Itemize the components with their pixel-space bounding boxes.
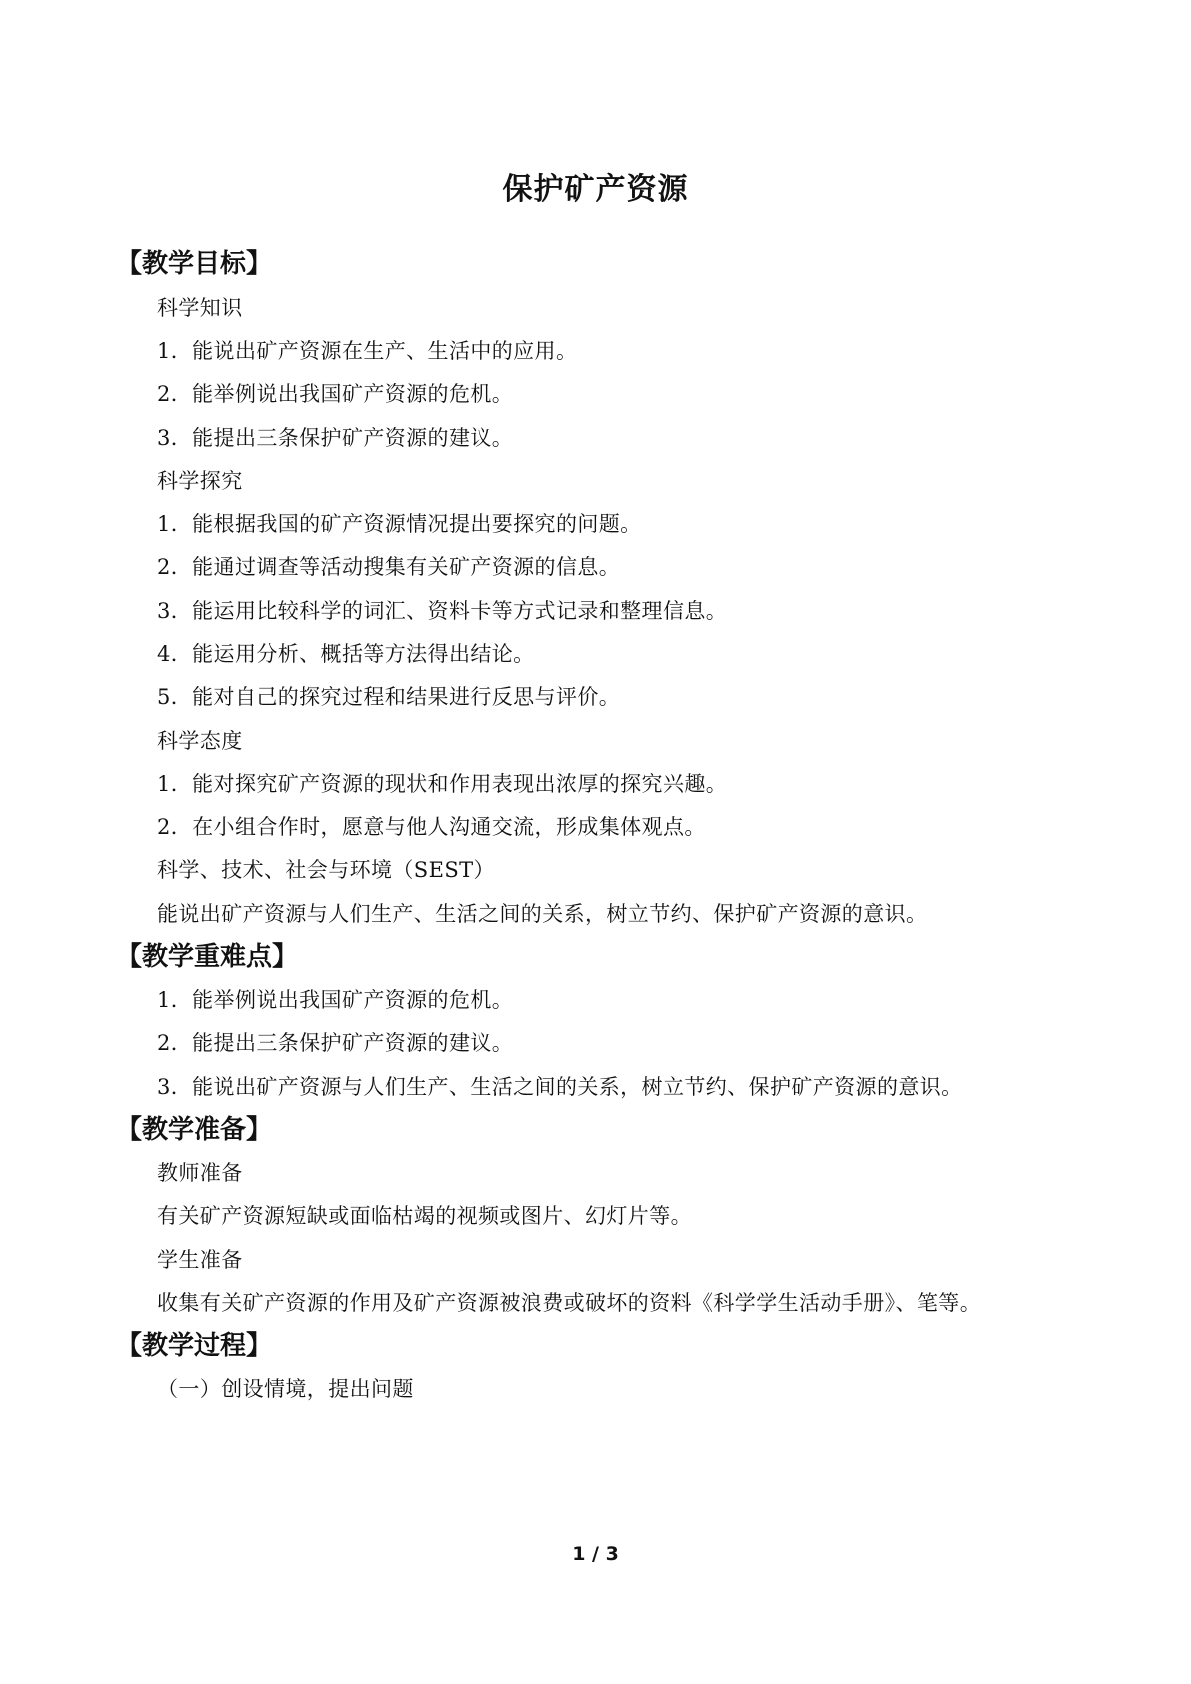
subheading-attitude: 科学态度 bbox=[157, 729, 243, 753]
section-heading-objectives: 【教学目标】 bbox=[116, 249, 273, 279]
page-title: 保护矿产资源 bbox=[502, 172, 689, 207]
subheading-teacher: 教师准备 bbox=[157, 1161, 243, 1185]
list-item: 3．能说出矿产资源与人们生产、生活之间的关系，树立节约、保护矿产资源的意识。 bbox=[157, 1075, 963, 1099]
section-heading-key-points: 【教学重难点】 bbox=[116, 942, 299, 972]
subheading-sest: 科学、技术、社会与环境（SEST） bbox=[157, 858, 495, 882]
section-heading-preparation: 【教学准备】 bbox=[116, 1115, 273, 1145]
list-item: 2．能举例说出我国矿产资源的危机。 bbox=[157, 382, 514, 406]
section-heading-process: 【教学过程】 bbox=[116, 1331, 273, 1361]
list-item: 3．能提出三条保护矿产资源的建议。 bbox=[157, 426, 514, 450]
list-item: 1．能说出矿产资源在生产、生活中的应用。 bbox=[157, 339, 578, 363]
list-item: 1．能对探究矿产资源的现状和作用表现出浓厚的探究兴趣。 bbox=[157, 772, 728, 796]
list-item: 2．在小组合作时，愿意与他人沟通交流，形成集体观点。 bbox=[157, 815, 706, 839]
paragraph-sest: 能说出矿产资源与人们生产、生活之间的关系，树立节约、保护矿产资源的意识。 bbox=[157, 902, 928, 926]
paragraph-teacher: 有关矿产资源短缺或面临枯竭的视频或图片、幻灯片等。 bbox=[157, 1204, 692, 1228]
list-item: 1．能举例说出我国矿产资源的危机。 bbox=[157, 988, 514, 1012]
list-item: 2．能通过调查等活动搜集有关矿产资源的信息。 bbox=[157, 555, 621, 579]
subheading-inquiry: 科学探究 bbox=[157, 469, 243, 493]
process-step: （一）创设情境，提出问题 bbox=[157, 1377, 414, 1401]
subheading-student: 学生准备 bbox=[157, 1248, 243, 1272]
paragraph-student: 收集有关矿产资源的作用及矿产资源被浪费或破坏的资料《科学学生活动手册》、笔等。 bbox=[157, 1291, 982, 1315]
list-item: 3．能运用比较科学的词汇、资料卡等方式记录和整理信息。 bbox=[157, 599, 728, 623]
subheading-knowledge: 科学知识 bbox=[157, 296, 243, 320]
list-item: 5．能对自己的探究过程和结果进行反思与评价。 bbox=[157, 685, 621, 709]
page-number: 1 / 3 bbox=[572, 1543, 619, 1565]
list-item: 2．能提出三条保护矿产资源的建议。 bbox=[157, 1031, 514, 1055]
list-item: 1．能根据我国的矿产资源情况提出要探究的问题。 bbox=[157, 512, 642, 536]
list-item: 4．能运用分析、概括等方法得出结论。 bbox=[157, 642, 535, 666]
